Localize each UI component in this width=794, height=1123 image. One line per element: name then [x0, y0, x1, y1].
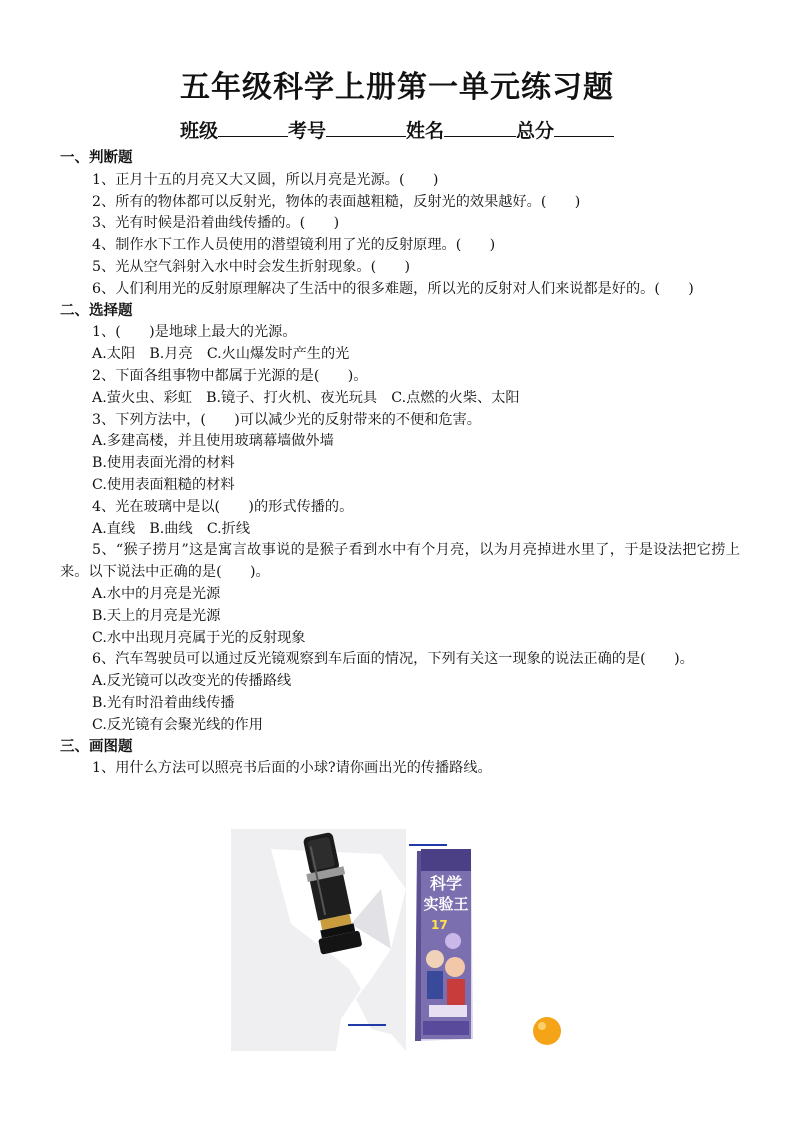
- option-line: A.多建高楼，并且使用玻璃幕墙做外墙: [92, 433, 334, 450]
- book-number: 17: [431, 918, 448, 932]
- drawing-figure: [231, 829, 567, 1051]
- question-item: 4、光在玻璃中是以( )的形式传播的。: [92, 498, 354, 515]
- question-item: 6、人们利用光的反射原理解决了生活中的很多难题，所以光的反射对人们来说都是好的。( ): [92, 280, 694, 297]
- question-item: 1、正月十五的月亮又大又圆，所以月亮是光源。( ): [92, 171, 439, 188]
- class-label: 班级: [179, 120, 218, 142]
- section-heading-true-false: 一、判断题: [60, 150, 133, 166]
- name-blank[interactable]: [444, 118, 516, 137]
- option-line: A.萤火虫、彩虹 B.镜子、打火机、夜光玩具 C.点燃的火柴、太阳: [92, 389, 520, 406]
- book-title-line2: 实验王: [423, 895, 469, 913]
- option-line: A.水中的月亮是光源: [92, 585, 221, 602]
- ball-icon: [533, 1017, 561, 1045]
- question-item: 5、“猴子捞月”这是寓言故事说的是猴子看到水中有个月亮，以为月亮掉进水里了，于是设法把它捞上来。以下说法中正确的是( )。: [60, 542, 740, 581]
- option-line: A.太阳 B.月亮 C.火山爆发时产生的光: [92, 346, 350, 363]
- book-title-line1: 科学: [429, 874, 463, 893]
- score-label: 总分: [516, 120, 555, 142]
- option-line: B.天上的月亮是光源: [92, 607, 221, 624]
- option-line: C.反光镜有会聚光线的作用: [92, 716, 263, 733]
- question-item: 5、光从空气斜射入水中时会发生折射现象。( ): [92, 258, 411, 275]
- question-item: 1、( )是地球上最大的光源。: [92, 324, 297, 341]
- section-heading-drawing: 三、画图题: [60, 738, 133, 755]
- option-line: C.水中出现月亮属于光的反射现象: [92, 629, 306, 646]
- science-book-icon: [415, 849, 473, 1041]
- option-line: B.使用表面光滑的材料: [92, 455, 235, 472]
- question-item: 3、光有时候是沿着曲线传播的。( ): [92, 215, 340, 232]
- student-info-line: [0, 116, 794, 143]
- section-heading-choice: 二、选择题: [60, 302, 133, 319]
- question-item: 4、制作水下工作人员使用的潜望镜利用了光的反射原理。( ): [92, 237, 496, 254]
- questions-body: [60, 148, 740, 780]
- option-line: B.光有时沿着曲线传播: [92, 694, 235, 711]
- question-item: 2、下面各组事物中都属于光源的是( )。: [92, 367, 368, 384]
- id-blank[interactable]: [326, 118, 406, 137]
- question-item: 3、下列方法中，( )可以减少光的反射带来的不便和危害。: [92, 411, 481, 428]
- question-item: 2、所有的物体都可以反射光，物体的表面越粗糙，反射光的效果越好。( ): [92, 193, 581, 210]
- option-line: A.直线 B.曲线 C.折线: [92, 520, 251, 537]
- question-item: 6、汽车驾驶员可以通过反光镜观察到车后面的情况，下列有关这一现象的说法正确的是( )。: [92, 651, 694, 668]
- score-blank[interactable]: [554, 118, 614, 137]
- question-item: 1、用什么方法可以照亮书后面的小球?请你画出光的传播路线。: [92, 760, 492, 777]
- flashlight-book-ball-illustration: [231, 829, 567, 1051]
- id-label: 考号: [287, 120, 326, 142]
- option-line: C.使用表面粗糙的材料: [92, 476, 235, 493]
- class-blank[interactable]: [218, 118, 288, 137]
- option-line: A.反光镜可以改变光的传播路线: [92, 673, 292, 690]
- page-title: 五年级科学上册第一单元练习题: [180, 70, 614, 105]
- name-label: 姓名: [406, 120, 445, 142]
